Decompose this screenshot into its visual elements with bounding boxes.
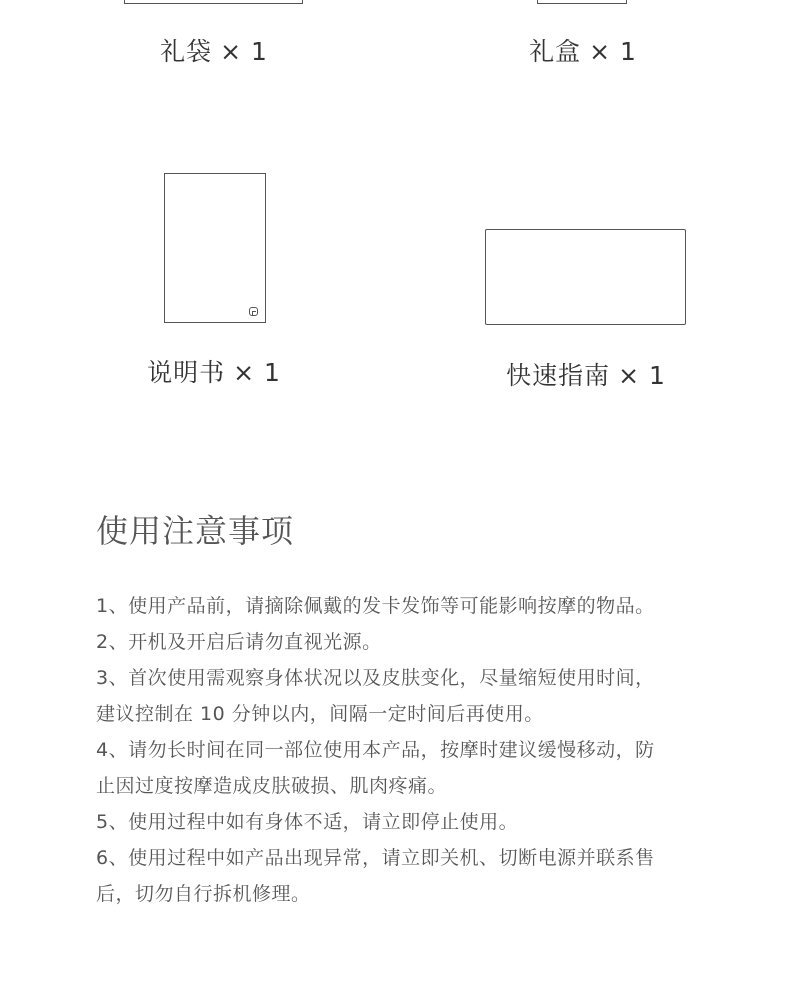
notes-line: 3、首次使用需观察身体状况以及皮肤变化，尽量缩短使用时间，	[96, 667, 655, 689]
notes-line: 建议控制在 10 分钟以内，间隔一定时间后再使用。	[96, 703, 544, 725]
manual-qty: × 1	[233, 358, 281, 387]
quick-guide-caption	[506, 356, 666, 392]
manual-name: 说明书	[147, 358, 226, 387]
gift-bag-name: 礼袋	[160, 37, 213, 66]
gift-bag-illustration	[124, 0, 303, 4]
manual-illustration	[164, 173, 266, 323]
notes-line: 后，切勿自行拆机修理。	[96, 883, 311, 905]
quick-guide-name: 快速指南	[506, 361, 611, 390]
notes-line: 4、请勿长时间在同一部位使用本产品，按摩时建议缓慢移动，防	[96, 739, 655, 761]
notes-line: 2、开机及开启后请勿直视光源。	[96, 631, 382, 653]
notes-line: 止因过度按摩造成皮肤破损、肌肉疼痛。	[96, 775, 448, 797]
manual-caption	[147, 353, 281, 389]
notes-line: 5、使用过程中如有身体不适，请立即停止使用。	[96, 811, 519, 833]
notes-title: 使用注意事项	[96, 512, 295, 550]
gift-box-qty: × 1	[589, 37, 637, 66]
gift-box-caption	[529, 32, 637, 68]
gift-box-illustration	[537, 0, 627, 4]
gift-bag-qty: × 1	[220, 37, 268, 66]
quick-guide-illustration	[485, 229, 686, 325]
notes-line: 1、使用产品前，请摘除佩戴的发卡发饰等可能影响按摩的物品。	[96, 595, 655, 617]
notes-line: 6、使用过程中如产品出现异常，请立即关机、切断电源并联系售	[96, 847, 655, 869]
notes-list	[96, 588, 716, 912]
quick-guide-qty: × 1	[618, 361, 666, 390]
gift-bag-caption	[160, 32, 268, 68]
brand-logo-icon	[249, 307, 258, 316]
gift-box-name: 礼盒	[529, 37, 582, 66]
